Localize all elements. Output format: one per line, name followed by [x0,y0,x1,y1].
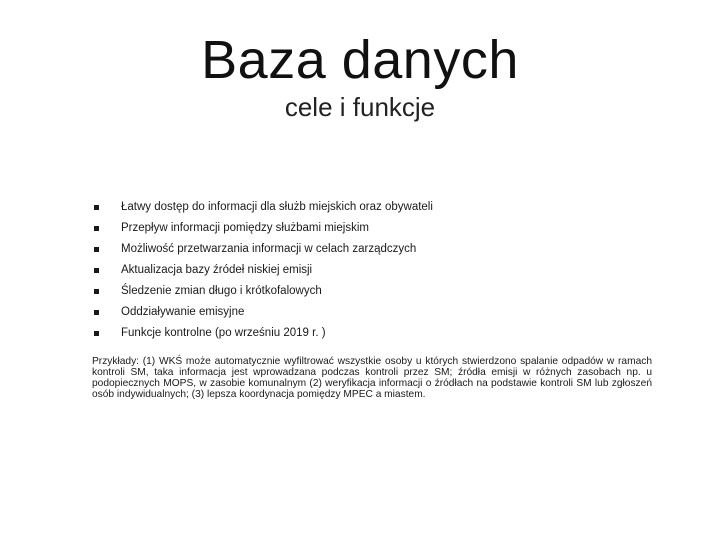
list-item [90,302,650,323]
slide-subtitle: cele i funkcje [284,92,436,122]
bullet-list [90,197,650,344]
square-bullet-icon [94,268,99,273]
list-item [90,197,650,218]
square-bullet-icon [94,289,99,294]
bullet-text: Łatwy dostęp do informacji dla służb miejskich oraz obywateli [121,201,433,213]
list-item [90,281,650,302]
slide-title: Baza danych [201,30,519,90]
square-bullet-icon [94,247,99,252]
bullet-text: Aktualizacja bazy źródeł niskiej emisji [121,264,313,276]
bullet-text: Funkcje kontrolne (po wrześniu 2019 r. ) [121,327,326,339]
list-item [90,323,650,344]
square-bullet-icon [94,226,99,231]
list-item [90,260,650,281]
list-item [90,218,650,239]
bullet-text: Oddziaływanie emisyjne [121,306,245,318]
bullet-text: Przepływ informacji pomiędzy służbami miejskim [121,222,369,234]
bullet-text: Możliwość przetwarzania informacji w celach zarządczych [121,243,417,255]
list-item [90,239,650,260]
examples-paragraph: Przykłady: (1) WKŚ może automatycznie wyfiltrować wszystkie osoby u których stwierdzono spalanie odpadów w ramach kontroli SM, taka informacja jest wprowadzana podczas kontroli przez SM; źródła emisji w różnych zasobach np. u podopiecznych MOPS, w zasobie komunalnym (2) weryfikacja informacji o źródłach na podstawie kontroli SM lub zgłoszeń osób indywidualnych; (3) lepsza koordynacja pomiędzy MPEC a miastem. [92,356,652,400]
square-bullet-icon [94,331,99,336]
square-bullet-icon [94,205,99,210]
square-bullet-icon [94,310,99,315]
bullet-text: Śledzenie zmian długo i krótkofalowych [121,285,322,297]
